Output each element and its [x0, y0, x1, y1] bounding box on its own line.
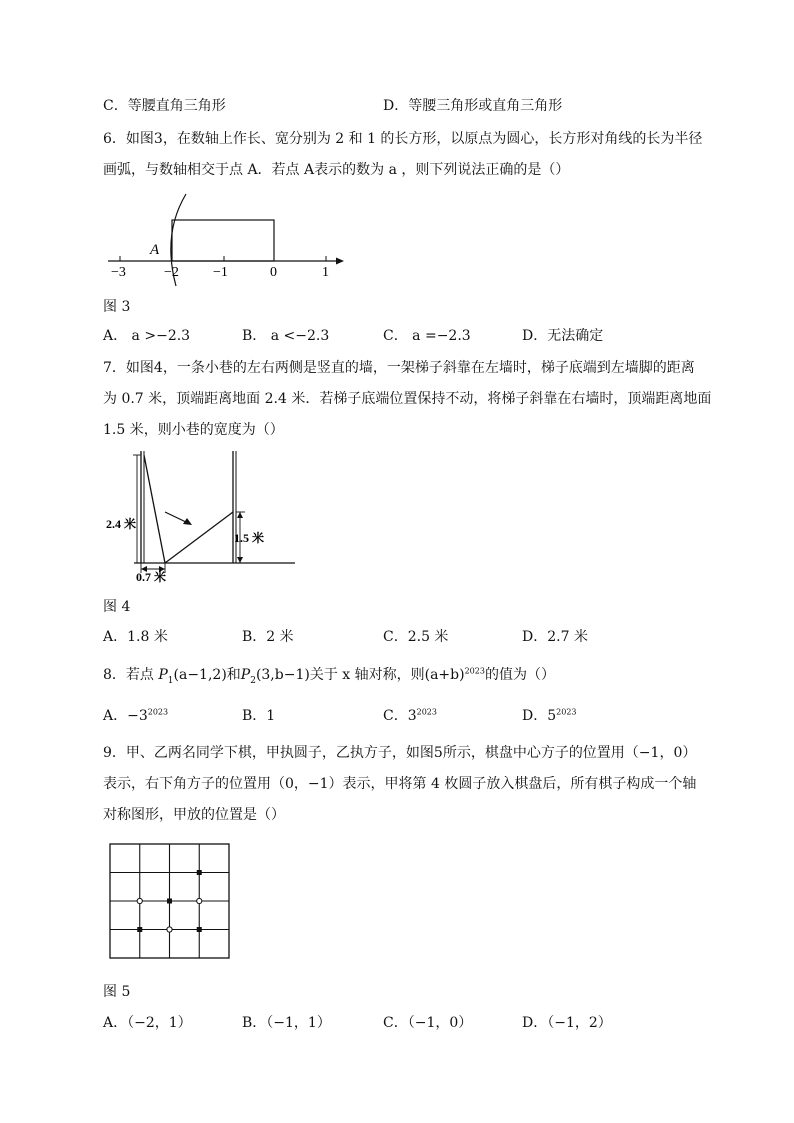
- q9-stem-line2: 表示，右下角方子的位置用（0，−1）表示，甲将第 4 枚圆子放入棋盘后，所有棋子构成一个轴: [103, 776, 697, 792]
- q6-option-c: C． a =−2.3: [383, 328, 471, 344]
- figure-4-caption: 图 4: [103, 599, 131, 615]
- square-piece: [137, 927, 142, 932]
- q8-option-a-base: A．−3: [103, 708, 148, 724]
- q8-option-c-exp: 2023: [416, 707, 437, 717]
- point-a-label: A: [150, 242, 160, 258]
- q6-stem-line2: 画弧，与数轴相交于点 A．若点 A表示的数为 a ，则下列说法正确的是（）: [103, 162, 570, 178]
- rectangle-2x1: [172, 220, 274, 261]
- q8-option-a: [103, 707, 168, 725]
- round-piece: [197, 898, 202, 903]
- q8-p2-sub: 2: [250, 675, 256, 686]
- q8-option-a-exp: 2023: [147, 707, 169, 717]
- q8-text-before: 8．若点: [103, 667, 159, 683]
- q8-option-c: [383, 707, 437, 725]
- q6-option-a: A． a >−2.3: [103, 328, 191, 344]
- q7-option-d: D．2.7 米: [522, 629, 588, 645]
- figure-5-caption: 图 5: [103, 984, 131, 1000]
- q8-and: 和: [226, 667, 241, 683]
- ladder-left: [144, 455, 165, 563]
- tick-label-neg3: −3: [111, 265, 126, 280]
- figure-3-caption: 图 3: [103, 299, 131, 315]
- q7-option-a: A．1.8 米: [103, 629, 168, 645]
- label-1-5-m: 1.5 米: [234, 531, 265, 545]
- q6-stem-line1: 6．如图3，在数轴上作长、宽分别为 2 和 1 的长方形，以原点为圆心，长方形对角线的长为半径: [103, 131, 703, 147]
- q9-option-b: B．（−1，1）: [242, 1015, 331, 1031]
- q9-stem-line3: 对称图形，甲放的位置是（）: [103, 807, 285, 823]
- tick-label-0: 0: [270, 265, 277, 280]
- q8-expr: (a+b): [424, 667, 465, 683]
- q8-option-c-base: C．3: [383, 708, 417, 724]
- q9-option-a: A．（−2，1）: [103, 1015, 192, 1031]
- q8-p1-name: P: [158, 667, 168, 683]
- figure-5-chessboard: [108, 842, 234, 962]
- figure-4-alley-ladder: [100, 447, 300, 587]
- q8-text-mid: 关于 x 轴对称，则: [309, 667, 425, 683]
- q9-stem-line1: 9．甲、乙两名同学下棋，甲执圆子，乙执方子，如图5所示，棋盘中心方子的位置用（−1，0）: [103, 745, 697, 761]
- q8-p2-name: P: [240, 667, 251, 683]
- tick-label-neg2: −2: [164, 265, 179, 280]
- q8-text-after: 的值为（）: [484, 667, 555, 683]
- square-piece: [197, 870, 202, 875]
- q8-option-d-base: D．5: [522, 708, 557, 724]
- q6-option-d: D．无法确定: [522, 328, 604, 344]
- q8-expr-exp: 2023: [464, 666, 485, 676]
- q6-option-b: B． a <−2.3: [242, 328, 330, 344]
- label-0-7-m: 0.7 米: [136, 570, 167, 584]
- q9-option-d: D．（−1，2）: [522, 1015, 612, 1031]
- q8-stem: [103, 666, 555, 684]
- round-piece: [167, 927, 172, 932]
- q5-option-d: D．等腰三角形或直角三角形: [383, 98, 563, 114]
- ladder-right: [165, 512, 233, 563]
- round-piece: [137, 898, 142, 903]
- q9-option-c: C．（−1，0）: [383, 1015, 473, 1031]
- q8-option-d-exp: 2023: [556, 707, 577, 717]
- move-arrow: [165, 512, 188, 523]
- q7-option-b: B．2 米: [242, 629, 294, 645]
- axis-arrow: [336, 258, 344, 265]
- q8-p2-coord: (3,b−1): [255, 667, 310, 683]
- q7-stem-line3: 1.5 米，则小巷的宽度为（）: [103, 422, 284, 438]
- figure-3-number-line: [100, 188, 360, 288]
- q8-p1-sub: 1: [167, 675, 174, 686]
- q7-option-c: C．2.5 米: [383, 629, 449, 645]
- q7-stem-line1: 7．如图4，一条小巷的左右两侧是竖直的墙，一架梯子斜靠在左墙时，梯子底端到左墙脚的距离: [103, 360, 695, 376]
- q8-option-d: [522, 707, 577, 725]
- tick-label-1: 1: [322, 265, 329, 280]
- square-piece: [197, 927, 202, 932]
- q8-option-b: B．1: [242, 708, 276, 724]
- tick-label-neg1: −1: [213, 265, 228, 280]
- label-2-4-m: 2.4 米: [106, 517, 137, 531]
- q8-p1-coord: (a−1,2): [173, 667, 227, 683]
- square-piece: [167, 899, 172, 904]
- q5-option-c: C．等腰直角三角形: [103, 98, 226, 114]
- q7-stem-line2: 为 0.7 米，顶端距离地面 2.4 米．若梯子底端位置保持不动，将梯子斜靠在右墙时，顶端距离地面: [103, 391, 712, 407]
